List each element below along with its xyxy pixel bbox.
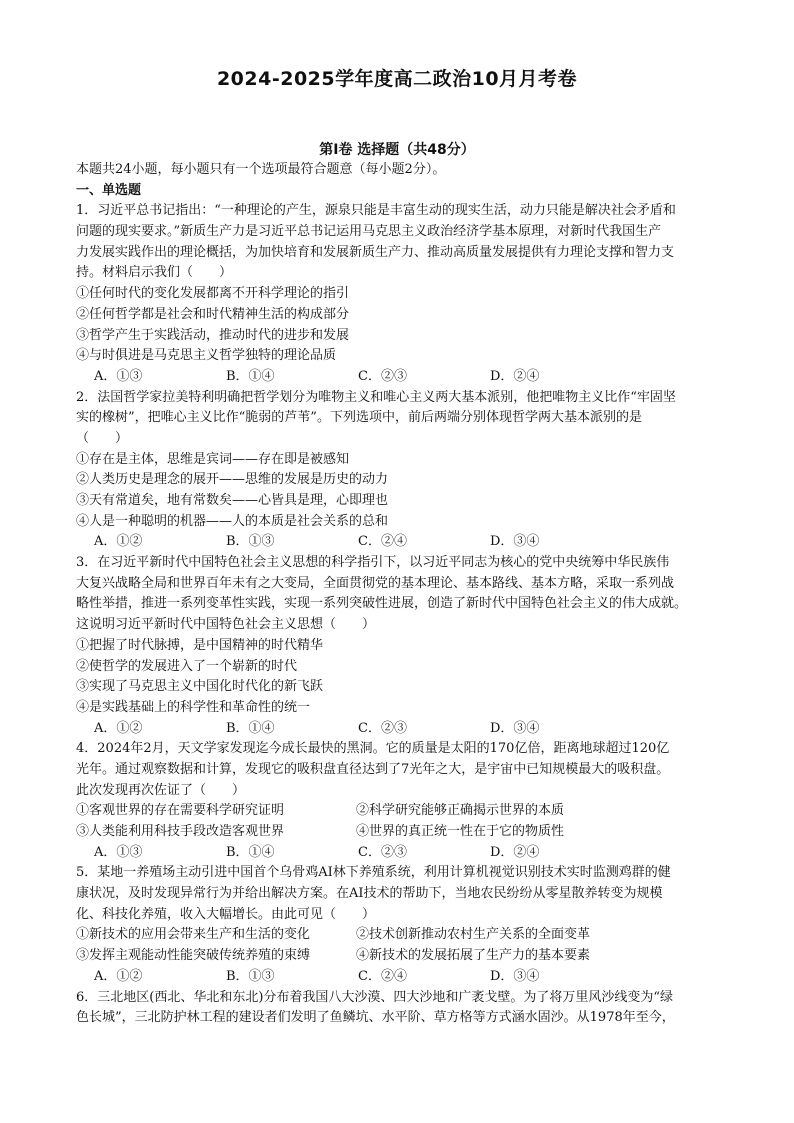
statement-item: ①存在是主体，思维是宾词——存在即是被感知 <box>76 451 350 467</box>
statement-item: ④新技术的发展拓展了生产力的基本要素 <box>356 948 591 964</box>
option-a: A．①② <box>94 968 143 984</box>
question-2 <box>76 388 726 554</box>
statement-item: ④人是一种聪明的机器——人的本质是社会关系的总和 <box>76 513 389 529</box>
question-stem-line: 实的橡树”，把唯心主义比作“脆弱的芦苇”。下列选项中，前后两端分别体现哲学两大基本派别的是 <box>76 410 642 426</box>
exam-content <box>76 160 726 1029</box>
answer-options <box>76 843 726 864</box>
question-stem-line: 6．三北地区(西北、华北和东北)分布着我国八大沙漠、四大沙地和广袤戈壁。为了将万里风沙线变为“绿 <box>76 989 674 1005</box>
question-3 <box>76 553 726 739</box>
instruction-text: 本题共24小题，每小题只有一个选项最符合题意（每小题2分）。 <box>76 162 446 177</box>
statement-item: ①把握了时代脉搏，是中国精神的时代精华 <box>76 637 324 653</box>
statement-item: ③实现了马克思主义中国化时代化的新飞跃 <box>76 679 324 695</box>
statement-pair <box>76 946 726 967</box>
option-b: B．①④ <box>226 844 275 860</box>
question-stem-line: 1．习近平总书记指出：“一种理论的产生，源泉只能是丰富生动的现实生活，动力只能是解决社会矛盾和 <box>76 203 676 219</box>
option-a: A．①③ <box>94 368 143 384</box>
option-a: A．①② <box>94 534 143 550</box>
option-b: B．①④ <box>226 720 275 736</box>
question-stem-line: 5．某地一养殖场主动引进中国首个乌骨鸡AI林下养殖系统，利用计算机视觉识别技术实时监测鸡群的健 <box>76 865 671 881</box>
option-c: C．②③ <box>358 720 407 736</box>
exam-title: 2024-2025学年度高二政治10月月考卷 <box>216 68 578 90</box>
statement-item: ②任何哲学都是社会和时代精神生活的构成部分 <box>76 306 350 322</box>
question-stem-line: 此次发现再次佐证了（ ） <box>76 782 246 798</box>
question-stem-line: 持。材料启示我们（ ） <box>76 265 233 281</box>
option-c: C．②③ <box>358 844 407 860</box>
question-stem-line: 光年。通过观察数据和计算，发现它的吸积盘直径达到了7光年之大，是宇宙中已知规模最大的吸积盘。 <box>76 761 670 777</box>
question-1 <box>76 201 726 387</box>
statement-item: ③哲学产生于实践活动，推动时代的进步和发展 <box>76 327 350 343</box>
option-a: A．①② <box>94 720 143 736</box>
option-b: B．①③ <box>226 968 275 984</box>
question-stem-line: 2．法国哲学家拉美特利明确把哲学划分为唯物主义和唯心主义两大基本派别，他把唯物主义比作“牢固坚 <box>76 389 676 405</box>
statement-pair <box>76 801 726 822</box>
question-stem-line: 康状况，及时发现异常行为并给出解决方案。在AI技术的帮助下，当地农民纷纷从零星散养转变为规模 <box>76 886 663 902</box>
statement-pair <box>76 822 726 843</box>
statement-item: ④与时俱进是马克思主义哲学独特的理论品质 <box>76 348 337 364</box>
question-stem-line: 化、科技化养殖，收入大幅增长。由此可见（ ） <box>76 906 376 922</box>
statement-item: ②科学研究能够正确揭示世界的本质 <box>356 803 565 819</box>
part-heading: 一、单选题 <box>76 182 142 198</box>
option-d: D．③④ <box>490 720 540 736</box>
question-5 <box>76 863 726 987</box>
section-title: 第Ⅰ卷 选择题（共48分） <box>319 142 475 158</box>
option-d: D．②④ <box>490 368 540 384</box>
statement-item: ②技术创新推动农村生产关系的全面变革 <box>356 927 591 943</box>
answer-options <box>76 719 726 740</box>
question-stem-line: 力发展实践作出的理论概括，为加快培育和发展新质生产力、推动高质量发展提供有力理论支撑和智力支 <box>76 244 675 260</box>
option-b: B．①③ <box>226 534 275 550</box>
question-stem-line: （ ） <box>76 430 129 446</box>
statement-item: ③人类能利用科技手段改造客观世界 <box>76 824 285 839</box>
statement-item: ②人类历史是理念的展开——思维的发展是历史的动力 <box>76 472 389 488</box>
option-c: C．②④ <box>358 968 407 984</box>
option-c: C．②④ <box>358 534 407 550</box>
statement-item: ①任何时代的变化发展都离不开科学理论的指引 <box>76 286 350 302</box>
statement-item: ④是实践基础上的科学性和革命性的统一 <box>76 699 311 715</box>
question-4 <box>76 739 726 863</box>
statement-pair <box>76 925 726 946</box>
answer-options <box>76 367 726 388</box>
question-stem-line: 4．2024年2月，天文学家发现迄今成长最快的黑洞。它的质量是太阳的170亿倍，距离地球超过120亿 <box>76 741 670 757</box>
question-stem-line: 问题的现实要求。”新质生产力是习近平总书记运用马克思主义政治经济学基本原理，对新时代我国生产 <box>76 224 662 240</box>
option-d: D．③④ <box>490 968 540 984</box>
option-a: A．①③ <box>94 844 143 860</box>
question-stem-line: 这说明习近平新时代中国特色社会主义思想（ ） <box>76 617 376 633</box>
question-6 <box>76 988 726 1029</box>
question-stem-line: 3．在习近平新时代中国特色社会主义思想的科学指引下，以习近平同志为核心的党中央统筹中华民族伟 <box>76 555 670 571</box>
option-b: B．①④ <box>226 368 275 384</box>
option-d: D．③④ <box>490 534 540 550</box>
statement-item: ②使哲学的发展进入了一个崭新的时代 <box>76 658 298 674</box>
statement-item: ①新技术的应用会带来生产和生活的变化 <box>76 927 311 943</box>
option-d: D．②④ <box>490 844 540 860</box>
question-stem-line: 大复兴战略全局和世界百年未有之大变局，全面贯彻党的基本理论、基本路线、基本方略，采取一系列战 <box>76 575 675 591</box>
answer-options <box>76 967 726 988</box>
option-c: C．②③ <box>358 368 407 384</box>
statement-item: ①客观世界的存在需要科学研究证明 <box>76 803 285 819</box>
question-stem-line: 色长城”，三北防护林工程的建设者们发明了鱼鳞坑、水平阶、草方格等方式涵水固沙。从1978年至今， <box>76 1010 675 1026</box>
answer-options <box>76 532 726 553</box>
statement-item: ③发挥主观能动性能突破传统养殖的束缚 <box>76 948 311 964</box>
question-stem-line: 略性举措，推进一系列变革性实践，实现一系列突破性进展，创造了新时代中国特色社会主义的伟大成就。 <box>76 596 688 612</box>
statement-item: ④世界的真正统一性在于它的物质性 <box>356 824 565 839</box>
statement-item: ③天有常道矣，地有常数矣——心皆具是理，心即理也 <box>76 493 389 508</box>
